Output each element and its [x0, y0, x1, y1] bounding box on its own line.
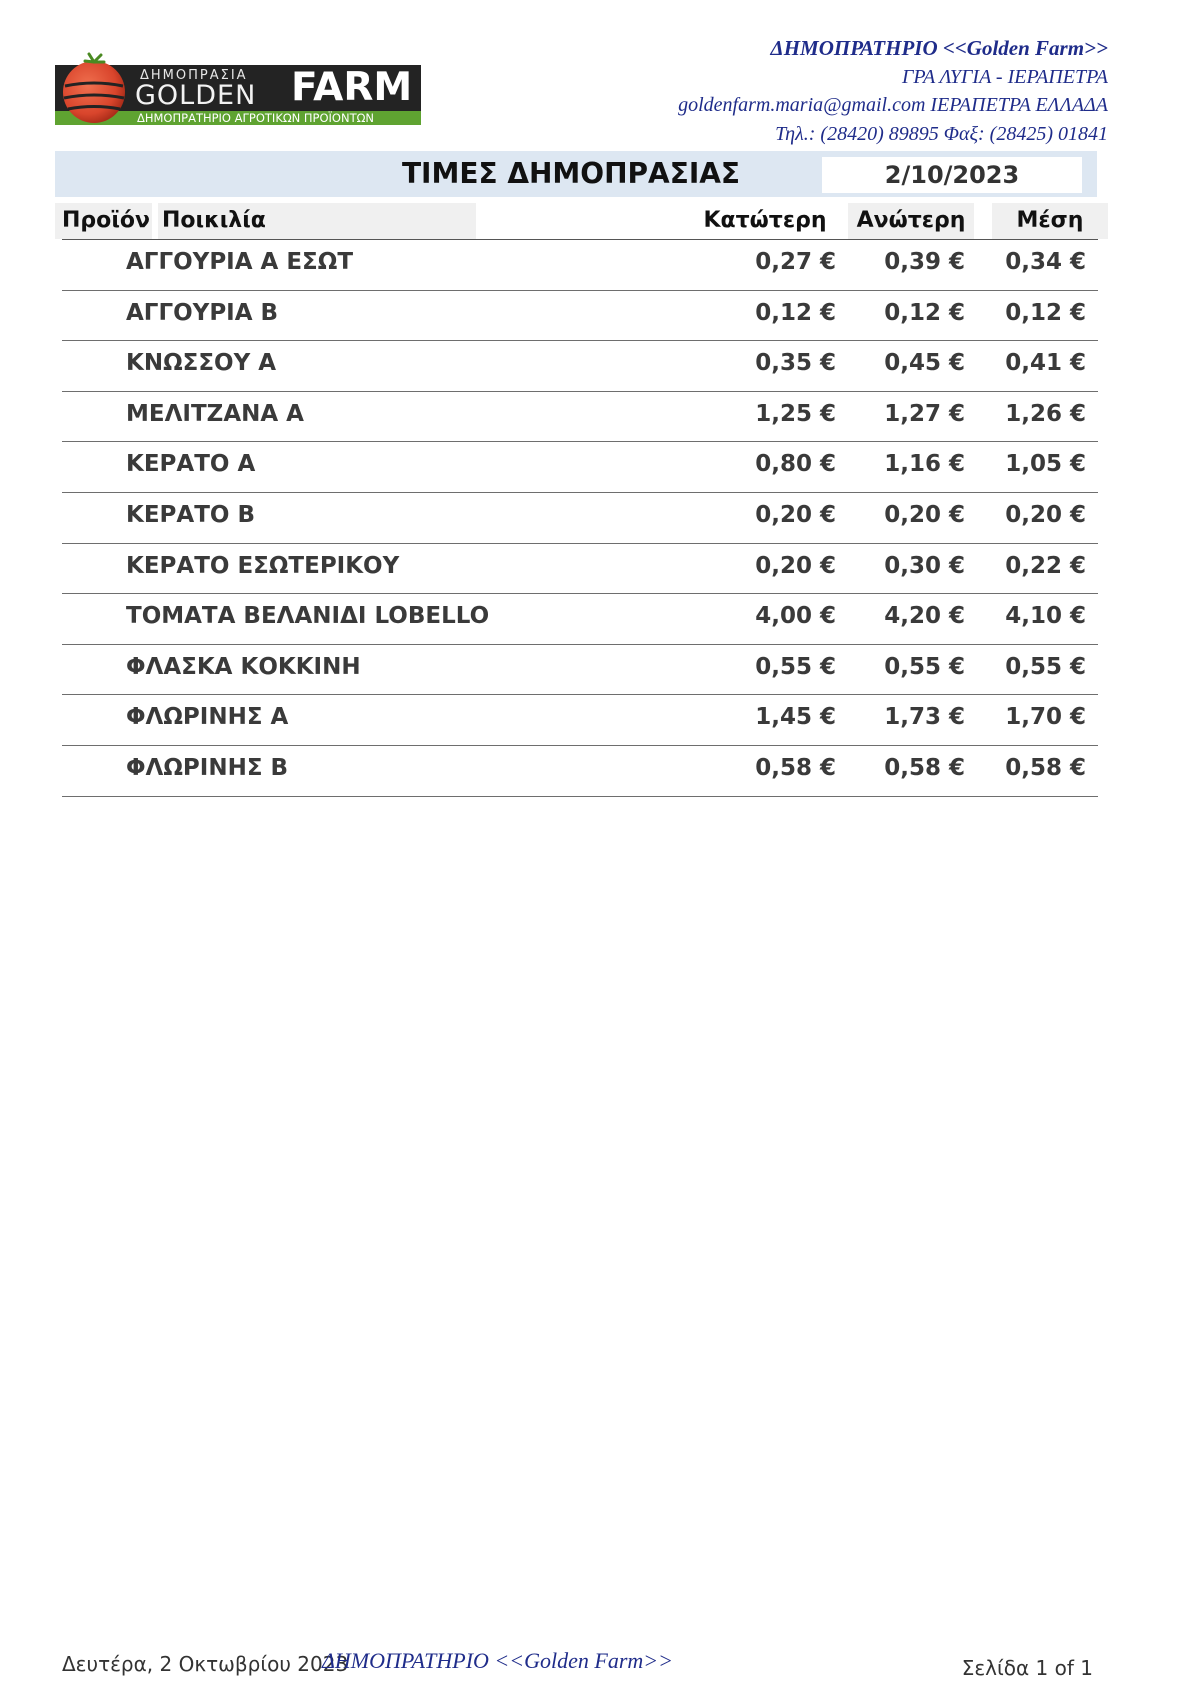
variety-cell: ΑΓΓΟΥΡΙΑ Β: [126, 299, 279, 326]
variety-cell: ΤΟΜΑΤΑ ΒΕΛΑΝΙΔΙ LOBELLO: [126, 603, 490, 630]
high-price-cell: 0,12 €: [884, 299, 965, 326]
company-name: ΔΗΜΟΠΡΑΤΗΡΙΟ <<Golden Farm>>: [770, 36, 1108, 60]
avg-price-cell: 0,20 €: [1005, 501, 1086, 528]
logo-farm-text: FARM: [291, 65, 413, 110]
low-price-cell: 0,55 €: [755, 653, 836, 680]
avg-price-cell: 1,70 €: [1005, 704, 1086, 731]
variety-cell: ΦΛΑΣΚΑ ΚΟΚΚΙΝΗ: [126, 653, 361, 680]
table-row: [62, 695, 1098, 746]
variety-cell: ΚΕΡΑΤΟ ΕΣΩΤΕΡΙΚΟΥ: [126, 552, 400, 579]
avg-price-cell: 0,55 €: [1005, 653, 1086, 680]
company-address: ΓΡΑ ΛΥΓΙΑ - ΙΕΡΑΠΕΤΡΑ: [901, 65, 1108, 88]
low-price-cell: 0,20 €: [755, 552, 836, 579]
variety-cell: ΦΛΩΡΙΝΗΣ Β: [126, 754, 289, 781]
low-price-cell: 0,80 €: [755, 451, 836, 478]
high-price-cell: 0,45 €: [884, 350, 965, 377]
high-price-cell: 1,27 €: [884, 400, 965, 427]
column-header-avg: Μέση: [992, 203, 1108, 239]
column-header-high: Ανώτερη: [848, 203, 974, 239]
low-price-cell: 0,35 €: [755, 350, 836, 377]
company-email: goldenfarm.maria@gmail.com ΙΕΡΑΠΕΤΡΑ ΕΛΛΑΔΑ: [678, 94, 1108, 116]
variety-cell: ΦΛΩΡΙΝΗΣ Α: [126, 704, 289, 731]
variety-cell: ΚΕΡΑΤΟ Β: [126, 501, 255, 528]
avg-price-cell: 1,26 €: [1005, 400, 1086, 427]
high-price-cell: 1,73 €: [884, 704, 965, 731]
high-price-cell: 0,30 €: [884, 552, 965, 579]
title-band: [55, 151, 1097, 197]
footer-date: Δευτέρα, 2 Οκτωβρίου 2023: [62, 1652, 349, 1676]
table-row: [62, 544, 1098, 595]
golden-farm-logo: [55, 50, 421, 125]
variety-cell: ΚΕΡΑΤΟ Α: [126, 451, 256, 478]
logo-small-text: ΔΗΜΟΠΡΑΣΙΑ: [140, 68, 248, 83]
column-header-low: Κατώτερη: [703, 208, 827, 233]
high-price-cell: 0,20 €: [884, 501, 965, 528]
high-price-cell: 0,55 €: [884, 653, 965, 680]
page-title: ΤΙΜΕΣ ΔΗΜΟΠΡΑΣΙΑΣ: [401, 157, 741, 190]
table-row: [62, 341, 1098, 392]
low-price-cell: 1,25 €: [755, 400, 836, 427]
high-price-cell: 4,20 €: [884, 603, 965, 630]
low-price-cell: 0,27 €: [755, 249, 836, 275]
footer-page-number: Σελίδα 1 of 1: [961, 1656, 1093, 1680]
table-row: [62, 645, 1098, 696]
high-price-cell: 0,58 €: [884, 754, 965, 781]
variety-cell: ΑΓΓΟΥΡΙΑ Α ΕΣΩΤ: [126, 249, 354, 275]
auction-date: 2/10/2023: [822, 157, 1082, 193]
tomato-logo-icon: [59, 52, 129, 124]
logo-subtitle: ΔΗΜΟΠΡΑΤΗΡΙΟ ΑΓΡΟΤΙΚΩΝ ΠΡΟΪΟΝΤΩΝ: [137, 111, 375, 125]
table-row: [62, 291, 1098, 342]
variety-cell: ΚΝΩΣΣΟΥ Α: [126, 350, 277, 377]
table-row: [62, 240, 1098, 291]
variety-cell: ΜΕΛΙΤΖΑΝΑ Α: [126, 400, 304, 427]
low-price-cell: 0,58 €: [755, 754, 836, 781]
column-header-variety: Ποικιλία: [158, 203, 476, 239]
avg-price-cell: 0,58 €: [1005, 754, 1086, 781]
column-header-product: Προϊόν: [55, 203, 152, 239]
avg-price-cell: 1,05 €: [1005, 451, 1086, 478]
table-row: [62, 442, 1098, 493]
price-table: [62, 240, 1098, 797]
low-price-cell: 4,00 €: [755, 603, 836, 630]
table-row: [62, 594, 1098, 645]
company-header: [678, 34, 1108, 148]
low-price-cell: 0,12 €: [755, 299, 836, 326]
company-phone: Τηλ.: (28420) 89895 Φαξ: (28425) 01841: [775, 122, 1108, 145]
table-row: [62, 392, 1098, 443]
avg-price-cell: 0,34 €: [1005, 249, 1086, 275]
high-price-cell: 0,39 €: [884, 249, 965, 275]
low-price-cell: 1,45 €: [755, 704, 836, 731]
low-price-cell: 0,20 €: [755, 501, 836, 528]
table-row: [62, 493, 1098, 544]
table-row: [62, 746, 1098, 797]
logo-golden-text: GOLDEN: [135, 80, 257, 111]
avg-price-cell: 4,10 €: [1005, 603, 1086, 630]
avg-price-cell: 0,22 €: [1005, 552, 1086, 579]
high-price-cell: 1,16 €: [884, 451, 965, 478]
avg-price-cell: 0,12 €: [1005, 299, 1086, 326]
footer-company: ΔΗΜΟΠΡΑΤΗΡΙΟ <<Golden Farm>>: [322, 1648, 673, 1673]
avg-price-cell: 0,41 €: [1005, 350, 1086, 377]
